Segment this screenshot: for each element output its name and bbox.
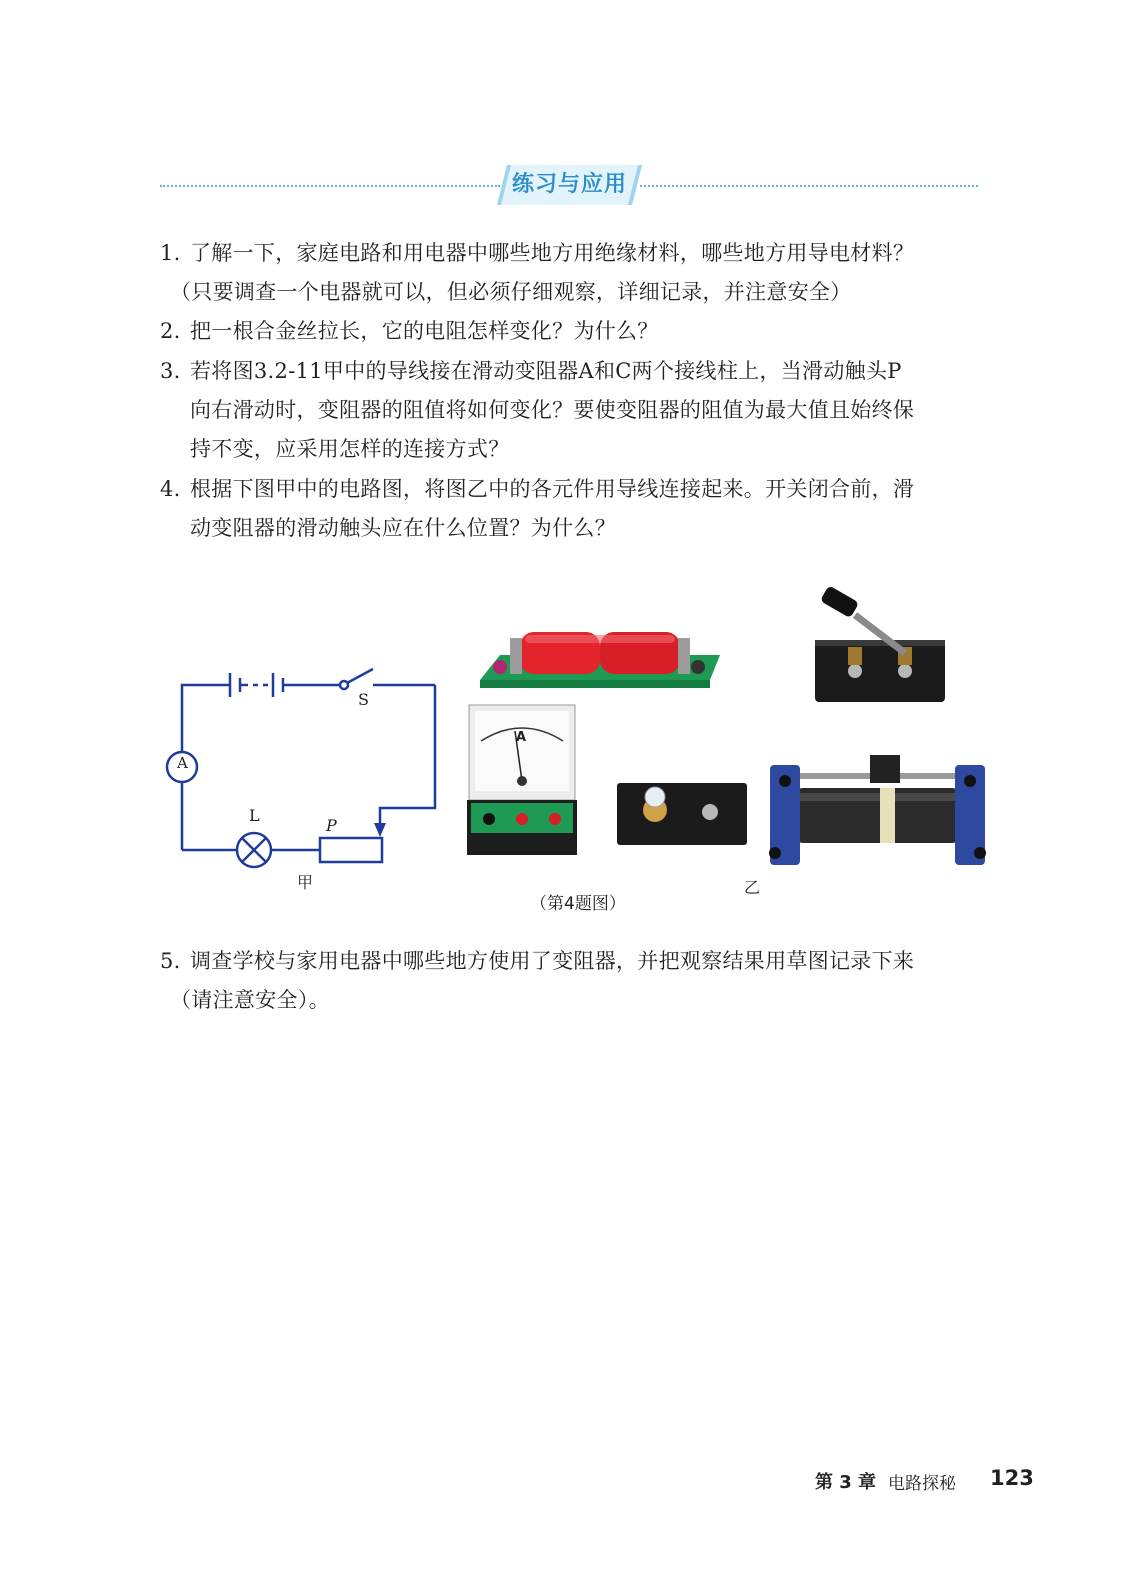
slider-label: P xyxy=(326,816,337,835)
footer-chapter: 第 3 章 xyxy=(815,1472,877,1493)
question-4-figure xyxy=(160,580,1000,920)
heading-rule-left xyxy=(160,185,500,187)
sub-label-a: 甲 xyxy=(297,873,314,892)
question-line: 把一根合金丝拉长，它的电阻怎样变化？为什么？ xyxy=(190,319,659,343)
ammeter-label: A xyxy=(177,754,188,772)
circuit-diagram xyxy=(160,580,460,900)
footer-chapter-title: 电路探秘 xyxy=(888,1474,956,1494)
figure-caption: （第4题图） xyxy=(530,894,626,914)
rheostat-image xyxy=(765,753,990,878)
question-number: 3. xyxy=(160,359,181,383)
question-number: 4. xyxy=(160,477,181,501)
meter-face-letter: A xyxy=(516,730,527,745)
page-number: 123 xyxy=(990,1466,1034,1490)
question-number: 2. xyxy=(160,319,181,343)
question-line: 若将图3.2-11甲中的导线接在滑动变阻器A和C两个接线柱上，当滑动触头P xyxy=(190,359,902,383)
sub-label-b: 乙 xyxy=(744,878,761,897)
question-line: 动变阻器的滑动触头应在什么位置？为什么？ xyxy=(190,516,616,540)
lamp-label: L xyxy=(249,806,260,825)
question-line: 持不变，应采用怎样的连接方式？ xyxy=(190,437,510,461)
section-heading-text: 练习与应用 xyxy=(511,172,627,197)
question-number: 5. xyxy=(160,949,181,973)
ammeter-image xyxy=(467,703,579,855)
question-line: 调查学校与家用电器中哪些地方使用了变阻器，并把观察结果用草图记录下来 xyxy=(190,949,915,973)
battery-holder-image xyxy=(470,610,720,695)
question-line: （请注意安全）。 xyxy=(170,988,330,1012)
lamp-holder-image xyxy=(615,775,750,850)
section-heading xyxy=(497,163,642,207)
knife-switch-image xyxy=(810,585,950,705)
question-line: 了解一下，家庭电路和用电器中哪些地方用绝缘材料，哪些地方用导电材料？ xyxy=(190,241,915,265)
question-line: 向右滑动时，变阻器的阻值将如何变化？要使变阻器的阻值为最大值且始终保 xyxy=(190,398,915,422)
question-line: 根据下图甲中的电路图，将图乙中的各元件用导线连接起来。开关闭合前，滑 xyxy=(190,477,915,501)
question-number: 1. xyxy=(160,241,181,265)
question-line: （只要调查一个电器就可以，但必须仔细观察，详细记录，并注意安全） xyxy=(170,280,852,304)
heading-rule-right xyxy=(640,185,978,187)
switch-label: S xyxy=(358,690,369,709)
